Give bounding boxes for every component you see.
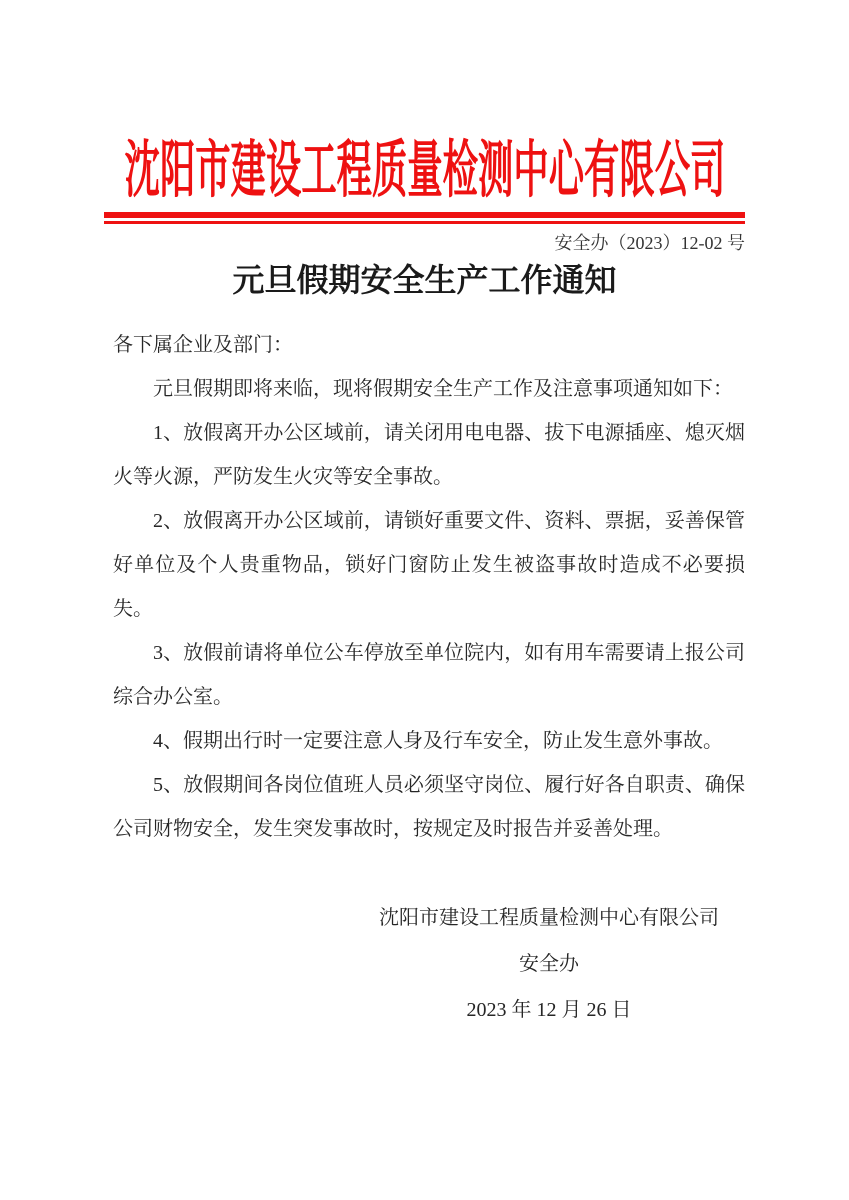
intro-paragraph: 元旦假期即将来临，现将假期安全生产工作及注意事项通知如下： bbox=[153, 378, 733, 400]
notice-item-5: 5、放假期间各岗位值班人员必须坚守岗位、履行好各自职责、确保公司财物安全，发生突发事故时，按规定及时报告并妥善处理。 bbox=[113, 774, 745, 840]
signature-company: 沈阳市建设工程质量检测中心有限公司 bbox=[379, 907, 719, 929]
notice-body bbox=[113, 323, 745, 1033]
letterhead-rule-thin bbox=[104, 221, 745, 224]
notice-item-3: 3、放假前请将单位公车停放至单位院内，如有用车需要请上报公司综合办公室。 bbox=[113, 642, 745, 708]
letterhead-rule-thick bbox=[104, 212, 745, 218]
signature-department: 安全办 bbox=[519, 953, 579, 975]
notice-item-2: 2、放假离开办公区域前，请锁好重要文件、资料、票据，妥善保管好单位及个人贵重物品，锁好门窗防止发生被盗事故时造成不必要损失。 bbox=[113, 510, 745, 620]
letterhead bbox=[0, 137, 849, 205]
notice-title: 元旦假期安全生产工作通知 bbox=[232, 262, 617, 298]
salutation-line: 各下属企业及部门： bbox=[113, 334, 293, 356]
notice-item-4: 4、假期出行时一定要注意人身及行车安全，防止发生意外事故。 bbox=[153, 730, 723, 752]
signature-date: 2023 年 12 月 26 日 bbox=[466, 999, 632, 1021]
document-number: 安全办（2023）12-02 号 bbox=[554, 233, 745, 253]
letterhead-company-name: 沈阳市建设工程质量检测中心有限公司 bbox=[124, 137, 725, 205]
signature-block bbox=[353, 895, 745, 1033]
notice-item-1: 1、放假离开办公区域前，请关闭用电电器、拔下电源插座、熄灭烟火等火源，严防发生火灾等安全事故。 bbox=[113, 422, 745, 488]
